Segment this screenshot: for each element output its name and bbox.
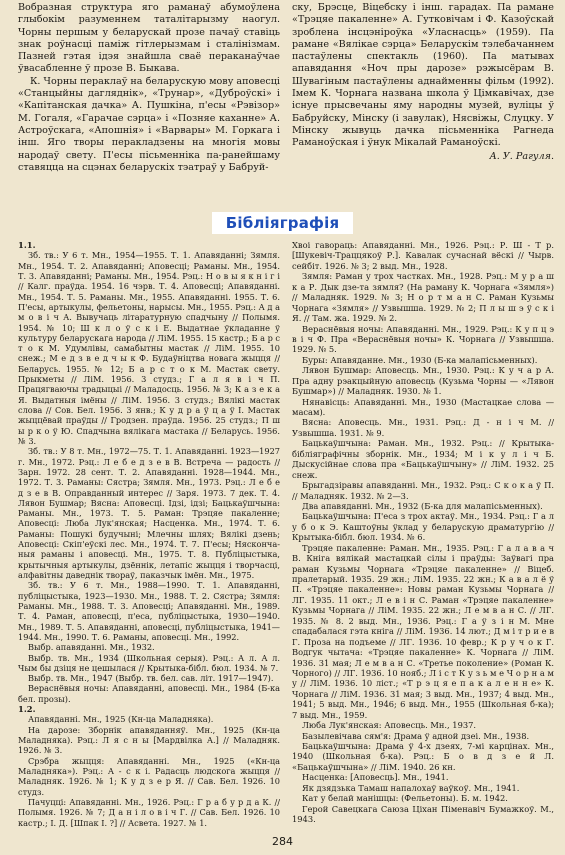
bibliography-entry: Срэбра жыцця: Апавяданні. Мн., 1925 («Кн-ца Маладняка»). Рэц.: А - с к і. Радасць людскога жыцця // Маладняк. 1926. № 1; К у д з е р Я. // Сав. Бел. 1926. 10 студз. (18, 755, 280, 797)
bibliography-entry: Вясна: Аповесць. Мн., 1931. Рэц.: Д - н і ч М. // Узвышша. 1931. № 9. (292, 417, 554, 438)
bibliography-entry: Бацькаўшчына: Раман. Мн., 1932. Рэц.: // Крытыка-бібліяграфічны зборнік. Мн., 1934; М і к у л і ч Б. Дыскусійнае слова пра «Бацькаўшчыну» // ЛіМ. 1932. 25 снеж. (292, 438, 554, 480)
bibliography-entry: Лявон Бушмар: Аповесць. Мн., 1930. Рэц.: К у ч а р А. Пра адну рэакцыйную аповесць (Кузьма Чорны — «Лявон Бушмар») // Маладняк. 1930. № 1. (292, 365, 554, 397)
section-title: Бібліяграфія (212, 212, 354, 234)
bibliography-entry: Зб. тв.: У 6 т. Мн., 1988—1990. Т. 1. Апавяданні, публіцыстыка, 1923—1930. Мн., 1988. Т. 2. Сястра; Зямля: Раманы. Мн., 1988. Т. 3. Аповесці; Апавяданні. Мн., 1989. Т. 4. Раман, аповесці, п'еса, публіцыстыка, 1930—1940. Мн., 1989. Т. 5. Апавяданні, аповесці, публіцыстыка, 1941—1944. Мн., 1990. Т. 6. Раманы, аповесці. Мн., 1992. (18, 580, 280, 642)
bibliography-entry: Зб. тв.: У 6 т. Мн., 1954—1955. Т. 1. Апавяданні; Зямля. Мн., 1954. Т. 2. Апавяданні; Аповесці; Раманы. Мн., 1954. Т. 3. Апавяданні; Раманы. Мн., 1954. Рэц.: Н о в ы я к н і г і // Калг. праўда. 1954. 16 чэрв. Т. 4. Аповесці; Апавяданні. Мн., 1954. Т. 5. Раманы. Мн., 1955. Апавяданні. 1955. Т. 6. П'есы, артыкулы, фельетоны, нарысы. Мн., 1955. Рэц.: А д а м о в і ч А. Вывучаць літаратурную спадчыну // Полымя. 1954. № 10; Ш к л о ў с к і Е. Выдатнае ўкладанне ў культуру беларускага народа // ЛіМ. 1955. 15 кастр.; Б а р с т о к М. Удумлівы, самабытны мастак // ЛіМ. 1955. 10 снеж.; М е д з в е д ч ы к Ф. Будаўніцтва новага жыцця // Беларусь. 1955. № 12; Б а р с т о к М. Мастак свету. Прыкметы // ЛіМ. 1956. 3 студз.; Г а л я в і ч П. Працягваючы традыцыі // Маладосць. 1956. № 3; К а з е к а Я. Выдатныя імёны // ЛіМ. 1956. 3 студз.; Вялікі мастак слова // Сов. Бел. 1956. 3 янв.; К у д р а ў ц а ў І. Мастак жыццёвай праўды // Гродзен. праўда. 1956. 25 студз.; П ш ы р к о ў Ю. Спадчына вялікага мастака // Беларусь. 1956. № 3. (18, 250, 280, 446)
bibliography-entry: Зямля: Раман у трох частках. Мн., 1928. Рэц.: М у р а ш к а Р. Дык дзе-та зямля? (На раману К. Чорнага «Зямля») // Маладняк. 1929. № 3; Н о р т м а н С. Раман Кузьмы Чорнага «Зямля» // Узвышша. 1929. № 2; П л ы ш э ў с к і Я. // Там. жа. 1929. № 2. (292, 271, 554, 324)
bibliography-entry: Пачуцці: Апавяданні. Мн., 1926. Рэц.: Г р а б у р д а К. // Полымя. 1926. № 7; Д а н і л о в і ч Г. // Сав. Бел. 1926. 10 кастр.; І. Д. [Шпак І. ?] // Асвета. 1927. № 1. (18, 796, 280, 828)
bibliography-entry: Выбр. апавяданні. Мн., 1932. (28, 642, 155, 653)
bibliography-entry: Базылевічава сям'я: Драма ў адной дзеі. Мн., 1938. (302, 730, 530, 741)
bibliography-entry: Буры: Апавяданне. Мн., 1930 (Б-ка малапісьменных). (302, 354, 538, 365)
bibliography-entry: Выбр. тв. Мн., 1947 (Выбр. тв. бел. сав. літ. 1917—1947). (28, 673, 274, 684)
bibliography-entry: Люба Лук'янская: Аповесць. Мн., 1937. (302, 720, 477, 731)
article-author: А. У. Рагуля. (489, 150, 554, 162)
intro-left-column (18, 2, 280, 174)
intro-paragraph: К. Чорны пераклаў на беларускую мову аповесці «Станцыйны дагляднік», «Трунар», «Дуброўскі» і «Капітанская дачка» А. Пушкіна, п'есы «Рэвізор» М. Гогаля, «Гарачае сэрца» і «Позняе каханне» А. Астроўскага, «Апошнія» і «Варвары» М. Горкага і інш. Яго творы перакладзены на многія мовы народаў свету. П'есы пісьменніка па-ранейшаму ставяцца на сцэнах беларускіх тэатраў у Бабруй- (18, 75, 280, 173)
bibliography-section-number: 1.2. (18, 704, 36, 715)
intro-paragraph: ску, Брэсце, Віцебску і інш. гарадах. Па рамане «Трэцяе пакаленне» А. Гутковічам і Ф. Казоўскай зроблена інсцэніроўка «Уласнасць» (1959). Па рамане «Вялікае сэрца» Беларускім тэлебачаннем пастаўлены спектакль (1960). Па матывах апавядання «Ноч пры дарозе» рэжысёрам В. Шувагіным пастаўлены аднайменны фільм (1992). Імем К. Чорнага названа школа ў Цімкавічах, дзе існуе прысвечаны яму народны музей, вуліцы ў Бабруйску, Мінску (і завулак), Нясвіжы, Слуцку. У Мінску жывуць дачка пісьменніка Рагнеда Раманоўская і ўнук Мікалай Раманоўскі. (292, 2, 554, 149)
bibliography-entry: Вераснёвыя ночы: Апавяданні. Мн., 1929. Рэц.: К у п ц э в і ч Ф. Пра «Вераснёвыя ночы» К. Чорнага // Узвышша. 1929. № 5. (292, 323, 554, 355)
bibliography-entry: Бацькаўшчына: Драма ў 4-х дзеях, 7-мі карцінах. Мн., 1940 (Школьная б-ка). Рэц.: Б о в д з е й Л. «Бацькаўшчына» // ЛіМ. 1940. 26 кн. (292, 741, 554, 772)
bibliography-entry: Бацькаўшчына: П'еса з трох актаў. Мн., 1934. Рэц.: Г а л у б о к Э. Каштоўны ўклад у беларускую драматургію // Крытыка-бібл. бюл. 1934. № 6. (292, 511, 554, 543)
bibliography-left-column (18, 240, 280, 828)
bibliography-entry: Кат у белай манішцы: (Фельетоны). Б. м. 1942. (302, 793, 508, 804)
intro-right-column (292, 2, 554, 163)
bibliography-entry: Герой Савецкага Саюза Ціхан Піменавіч Бумажкоў. М., 1943. (292, 803, 554, 825)
page-number: 284 (272, 835, 293, 848)
section-header (0, 212, 565, 234)
bibliography-entry: Хвоі гавораць: Апавяданні. Мн., 1926. Рэц.: Р. Ш - Т р. [Шукевіч-Траццякоў Р.]. Кавалак сучаснай вёскі // Чырв. сейбіт. 1926. № 3; 2 выд. Мн., 1928. (292, 240, 554, 271)
bibliography-entry: Зб. тв.: У 8 т. Мн., 1972—75. Т. 1. Апавяданні. 1923—1927 г. Мн., 1972. Рэц.: Л е б е д з е в В. Встреча — радость // Зарн. 1972. 28 сент. Т. 2. Апавяданні. 1928—1944. Мн., 1972. Т. 3. Раманы: Сястра; Зямля. Мн., 1973. Рэц.: Л е б е д з е в В. Оправданный интерес // Заря. 1973. 7 дек. Т. 4. Лявон Бушмар; Вясна: Аповесці. Ідзі, ідзі; Бацькаўшчына: Раманы. Мн., 1973. Т. 5. Раман: Трэцяе пакаленне; Аповесці: Люба Лук'янская; Насценка. Мн., 1974. Т. 6. Раманы: Пошукі будучыні; Млечны шлях; Вялікі дзень; Аповесці: Скіп'еўскі лес. Мн., 1974. Т. 7. П'есы; Няскончаныя раманы і аповесці. Мн., 1975. Т. 8. Публіцыстыка, крытычныя артыкулы, дзённік, летапіс жыцця і творчасці, алфавітны даведнік твораў, паказчык імён. Мн., 1975. (18, 446, 280, 580)
bibliography-entry: Апавяданні. Мн., 1925 (Кн-ца Маладняка). (28, 714, 214, 725)
intro-paragraph: Вобразная структура яго раманаў абумоўлена глыбокім разуменнем таталітарызму наогул. Чорны першым у беларускай прозе пачаў ставіць знак роўнасці паміж гітлерызмам і сталінізмам. Пазней гэтая ідэя знайшла сваё пераканаўчае ўвасабленне ў прозе В. Быкава. (18, 2, 280, 75)
bibliography-entry: Вераснёвыя ночы: Апавяданні, аповесці. Мн., 1984 (Б-ка бел. прозы). (18, 683, 280, 704)
bibliography-entry: На дарозе: Зборнік апавяданняў. Мн., 1925 (Кн-ца Маладняка). Рэц.: Л я с н ы [Мардвілка А.] // Маладняк. 1926. № 3. (18, 724, 280, 756)
bibliography-section-number: 1.1. (18, 240, 36, 250)
bibliography-entry: Трэцяе пакаленне: Раман. Мн., 1935. Рэц.: Г а л а в а ч В. Кніга вялікай мастацкай сілы і праўды: Заўвагі пра раман Кузьмы Чорнага «Трэцяе пакаленне» // Віцеб. пралетарый. 1935. 29 жн.; ЛіМ. 1935. 22 жн.; К а в а л ё ў П. «Трэцяе пакаленне»: Новы раман Кузьмы Чорнага // ЛГ. 1935. 11 окт.; Л е в і н С. Раман «Трэцяе пакаленне» Кузьмы Чорнага // ЛіМ. 1935. 22 жн.; Л е м в а н С. // ЛГ. 1935. № 8. 2 выд. Мн., 1936. Рэц.: Г а ў з і н М. Мне спадабалася гэта кніга // ЛіМ. 1936. 14 лют.; Д м і т р и е в Г. Проза на подъеме // ЛГ. 1936. 10 февр.; К р у ч о к Г. Водгук чытача: «Трэцяе пакаленне» К. Чорнага // ЛіМ. 1936. 31 мая; Л е м в а н С. «Третье поколение» (Роман К. Чорного) // ЛГ. 1936. 10 нояб.; Л і с т К у з ь м е Ч о р н а м у // ЛіМ. 1936. 10 ліст.; «Т р э ц я е п а к а л е н н е» К. Чорнага // ЛіМ. 1936. 31 мая; 3 выд. Мн., 1937; 4 выд. Мн., 1941; 5 выд. Мн., 1946; 6 выд. Мн., 1955 (Школьная б-ка); 7 выд. Мн., 1959. (292, 542, 554, 720)
bibliography-entry: Два апавяданні. Мн., 1932 (Б-ка для малапісьменных). (302, 500, 543, 511)
bibliography-entry: Нянавісць: Апавяданні. Мн., 1930 (Мастацкае слова — масам). (292, 396, 554, 417)
bibliography-entry: Як дзядзька Тамаш напалохаў ваўкоў. Мн., 1941. (302, 782, 520, 793)
bibliography-entry: Выбр. тв. Мн., 1934 (Школьная серыя). Рэц.: А л. А л. Чым бы дзіця не цешылася // Крытыка-бібл. бюл. 1934. № 7. (18, 652, 280, 673)
bibliography-right-column (292, 240, 554, 825)
bibliography-entry: Насценка: [Аповесць]. Мн., 1941. (302, 772, 449, 783)
bibliography-entry: Брыгадзіравы апавяданні. Мн., 1932. Рэц.: С к о к а ў П. // Маладняк. 1932. № 2—3. (292, 480, 554, 501)
